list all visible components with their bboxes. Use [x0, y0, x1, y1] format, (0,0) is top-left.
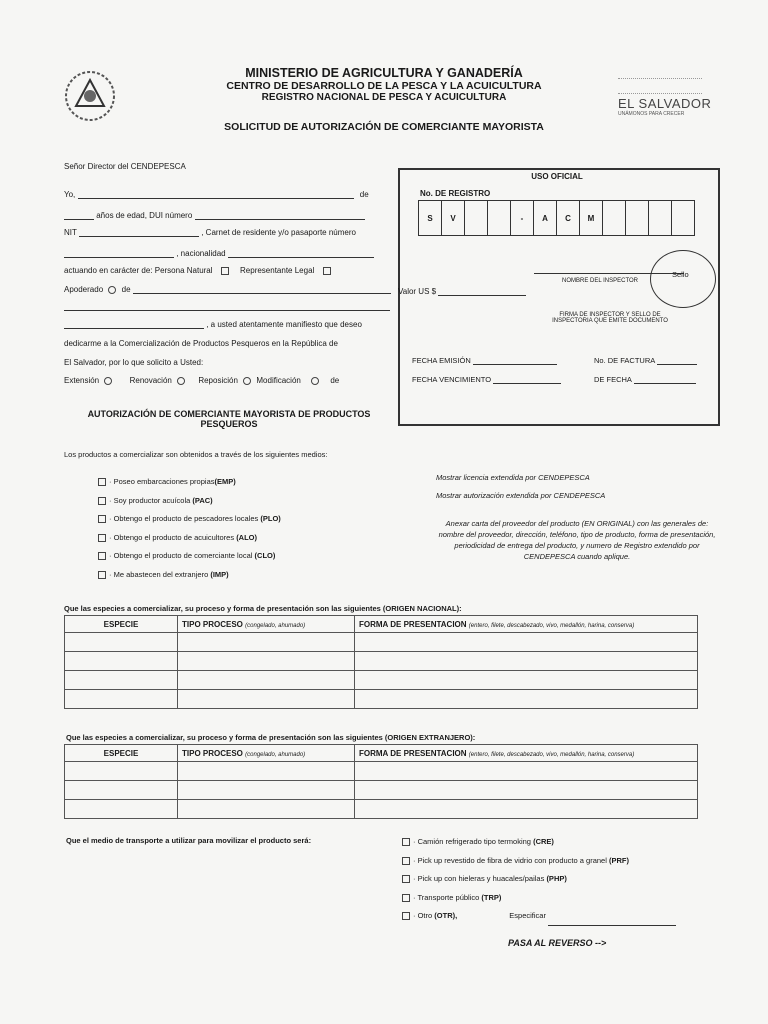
col-forma-hint: (entero, filete, descabezado, vivo, medallón, harina, conserva) — [468, 751, 635, 758]
section-title-2: PESQUEROS — [200, 419, 258, 429]
table-row[interactable] — [65, 800, 698, 819]
actuando-label: actuando en carácter de: Persona Natural — [64, 266, 213, 275]
table-cell[interactable] — [65, 671, 178, 690]
fecha-emision-field[interactable] — [473, 356, 557, 365]
apoderado-radio[interactable] — [108, 286, 116, 294]
table-cell[interactable] — [178, 671, 355, 690]
apoderado-label: Apoderado — [64, 285, 104, 294]
name-field[interactable] — [78, 190, 354, 199]
transporte-checkbox[interactable] — [402, 857, 410, 865]
especificar-label: Especificar — [509, 911, 546, 920]
table-cell[interactable] — [355, 800, 698, 819]
col-especie: ESPECIE — [65, 745, 178, 762]
table-row[interactable] — [65, 652, 698, 671]
fecha-emision-label: FECHA EMISIÓN — [412, 356, 471, 365]
table-cell[interactable] — [355, 690, 698, 709]
section-title-1: AUTORIZACIÓN DE COMERCIANTE MAYORISTA DE PRODUCTOS — [87, 409, 371, 419]
medio-label: Poseo embarcaciones propias — [113, 477, 215, 486]
table-extranjero — [64, 744, 698, 819]
transporte-checkbox[interactable] — [402, 894, 410, 902]
medio-label: Obtengo el producto de comerciante local — [113, 551, 253, 560]
registro-cell[interactable] — [603, 201, 626, 235]
medio-item[interactable]: · Me abastecen del extranjero (IMP) — [98, 566, 281, 585]
transporte-label: Pick up con hieleras y huacales/pailas — [417, 874, 545, 883]
medio-label: Obtengo el producto de pescadores locales — [113, 514, 259, 523]
medio-label: Soy productor acuícola — [113, 495, 191, 505]
transporte-code: (CRE) — [533, 837, 554, 846]
table-row[interactable] — [65, 762, 698, 781]
de3-label: de — [330, 376, 340, 385]
nacionalidad-label: , nacionalidad — [176, 249, 226, 258]
age-field[interactable] — [64, 211, 94, 220]
pasa-al-reverso: PASA AL REVERSO --> — [508, 938, 607, 948]
table-row[interactable] — [65, 671, 698, 690]
medio-code: (PLO) — [260, 514, 281, 523]
el-salvador-logo-tagline: UNÁMONOS PARA CRECER — [618, 111, 685, 117]
medio-item[interactable]: · Obtengo el producto de pescadores locales (PLO) — [98, 510, 281, 529]
table-cell[interactable] — [178, 762, 355, 781]
medio-item[interactable]: · Obtengo el producto de comerciante local (CLO) — [98, 547, 281, 566]
sello-label: Sello — [672, 270, 689, 279]
registro-cell[interactable]: M — [580, 201, 603, 235]
table-cell[interactable] — [178, 800, 355, 819]
medio-label: Obtengo el producto de acuicultores — [113, 532, 235, 542]
medio-item[interactable]: · Obtengo el producto de acuicultores (ALO) — [98, 529, 281, 548]
table-cell[interactable] — [355, 671, 698, 690]
center-title: CENTRO DE DESARROLLO DE LA PESCA Y LA ACUICULTURA — [226, 80, 542, 92]
manifiesto-label: , a usted atentamente manifiesto que deseo — [206, 320, 362, 329]
registro-cell[interactable]: A — [534, 201, 557, 235]
registro-cell[interactable] — [488, 201, 511, 235]
de-fecha-label: DE FECHA — [594, 375, 632, 384]
table-nacional — [64, 615, 698, 709]
col-tipo-proceso-hint: (congelado, ahumado) — [245, 622, 306, 629]
transporte-item[interactable]: · Camión refrigerado tipo termoking (CRE) — [402, 833, 676, 852]
dedicarme-text: dedicarme a la Comercialización de Productos Pesqueros en la República de — [64, 339, 338, 348]
col-tipo-proceso-label: TIPO PROCESO — [182, 619, 243, 629]
medio-checkbox[interactable] — [98, 515, 106, 523]
transporte-list — [402, 833, 676, 926]
no-factura-label: No. DE FACTURA — [594, 356, 655, 365]
medio-checkbox[interactable] — [98, 571, 106, 579]
sello-circle — [650, 250, 716, 308]
medio-checkbox[interactable] — [98, 552, 106, 560]
transporte-code: (PRF) — [608, 855, 629, 865]
col-forma-hint: (entero, filete, descabezado, vivo, medallón, harina, conserva) — [468, 622, 635, 629]
table-row[interactable] — [65, 633, 698, 652]
coat-of-arms-logo — [58, 68, 122, 124]
uso-oficial-title: USO OFICIAL — [531, 172, 583, 181]
table-cell[interactable] — [178, 652, 355, 671]
medio-code: (CLO) — [254, 551, 276, 560]
inspector-label: NOMBRE DEL INSPECTOR — [562, 278, 639, 284]
extension-label: Extensión — [64, 376, 100, 385]
salutation: Señor Director del CENDEPESCA — [64, 162, 186, 171]
transporte-label: Camión refrigerado tipo termoking — [417, 837, 531, 846]
valor-label: Valor US $ — [398, 287, 437, 296]
table-row[interactable] — [65, 781, 698, 800]
registro-cell[interactable]: C — [557, 201, 580, 235]
medio-checkbox[interactable] — [98, 497, 106, 505]
transporte-code: (OTR), — [434, 911, 458, 920]
passport-field[interactable] — [64, 249, 174, 258]
no-registro-label: No. DE REGISTRO — [420, 189, 491, 198]
col-tipo-proceso — [178, 745, 355, 762]
medio-code: (ALO) — [236, 532, 258, 542]
registro-cell[interactable] — [672, 201, 694, 235]
de-fecha-field[interactable] — [634, 375, 696, 384]
table-cell[interactable] — [65, 690, 178, 709]
reposicion-radio[interactable] — [243, 377, 251, 385]
registro-cells[interactable] — [418, 200, 695, 236]
persona-natural-checkbox[interactable] — [221, 267, 229, 275]
note-licencia: Mostrar licencia extendida por CENDEPESCA — [436, 473, 590, 482]
valor-field[interactable] — [438, 287, 526, 296]
transporte-item[interactable]: · Pick up con hieleras y huacales/pailas (PHP) — [402, 870, 676, 889]
medio-code: (PAC) — [192, 495, 213, 505]
especificar-field[interactable] — [548, 917, 676, 926]
col-forma-presentacion — [355, 745, 698, 762]
dui-field[interactable] — [195, 211, 365, 220]
col-tipo-proceso-label: TIPO PROCESO — [182, 748, 243, 758]
blank-line-2[interactable] — [64, 320, 204, 329]
registro-cell[interactable] — [649, 201, 672, 235]
el-salvador-logo-text: EL SALVADOR — [618, 96, 712, 111]
no-factura-field[interactable] — [657, 356, 697, 365]
table-nacional-caption: Que las especies a comercializar, su proceso y forma de presentación son las siguientes (ORIGEN NACIONAL): — [64, 604, 462, 613]
modificacion-label: Modificación — [256, 376, 301, 385]
medio-label: Me abastecen del extranjero — [113, 569, 209, 579]
transporte-item[interactable]: · Pick up revestido de fibra de vidrio con producto a granel (PRF) — [402, 852, 676, 871]
medio-code: (IMP) — [210, 569, 229, 579]
reposicion-label: Reposición — [198, 376, 238, 385]
col-forma-label: FORMA DE PRESENTACION — [359, 748, 467, 758]
nacionalidad-field[interactable] — [228, 249, 374, 258]
nit-field[interactable] — [79, 228, 199, 237]
nit-label: NIT — [64, 228, 77, 237]
extension-radio[interactable] — [104, 377, 112, 385]
table-cell[interactable] — [355, 762, 698, 781]
transporte-code: (TRP) — [481, 892, 502, 902]
table-cell[interactable] — [355, 781, 698, 800]
col-especie: ESPECIE — [65, 616, 178, 633]
table-cell[interactable] — [65, 781, 178, 800]
transporte-checkbox[interactable] — [402, 875, 410, 883]
renovacion-radio[interactable] — [177, 377, 185, 385]
blank-line-1[interactable] — [64, 310, 390, 311]
medios-list — [98, 473, 281, 584]
table-cell[interactable] — [178, 781, 355, 800]
registro-cell[interactable] — [626, 201, 649, 235]
table-row[interactable] — [65, 690, 698, 709]
registro-cell[interactable] — [465, 201, 488, 235]
col-forma-label: FORMA DE PRESENTACION — [359, 619, 467, 629]
col-tipo-proceso — [178, 616, 355, 633]
fecha-vencimiento-field[interactable] — [493, 375, 561, 384]
edad-label: años de edad, DUI número — [96, 211, 193, 220]
carnet-label: , Carnet de residente y/o pasaporte número — [201, 228, 356, 237]
note-autorizacion: Mostrar autorización extendida por CENDEPESCA — [436, 491, 606, 500]
table-cell[interactable] — [355, 633, 698, 652]
registry-title: REGISTRO NACIONAL DE PESCA Y ACUICULTURA — [261, 92, 507, 103]
transporte-checkbox[interactable] — [402, 912, 410, 920]
firma-label: FIRMA DE INSPECTOR Y SELLO DE — [559, 312, 661, 318]
firma-label-2: INSPECTORIA QUE EMITE DOCUMENTO — [552, 318, 668, 324]
ministry-title: MINISTERIO DE AGRICULTURA Y GANADERÍA — [245, 66, 523, 80]
rep-legal-label: Representante Legal — [240, 266, 315, 275]
col-tipo-proceso-hint: (congelado, ahumado) — [245, 751, 306, 758]
table-cell[interactable] — [65, 652, 178, 671]
table-extranjero-caption: Que las especies a comercializar, su proceso y forma de presentación son las siguientes (ORIGEN EXTRANJERO): — [66, 733, 476, 742]
transporte-checkbox[interactable] — [402, 838, 410, 846]
table-cell[interactable] — [178, 633, 355, 652]
registro-cell[interactable]: S — [419, 201, 442, 235]
medio-checkbox[interactable] — [98, 478, 106, 486]
el-salvador-text: El Salvador, por lo que solicito a Usted: — [64, 358, 204, 367]
table-cell[interactable] — [65, 762, 178, 781]
medios-intro: Los productos a comercializar son obtenidos a través de los siguientes medios: — [64, 450, 328, 459]
de2-label: de — [121, 285, 131, 294]
table-cell[interactable] — [65, 633, 178, 652]
medio-code: (EMP) — [214, 477, 236, 486]
transporte-intro: Que el medio de transporte a utilizar para movilizar el producto será: — [66, 836, 312, 845]
transporte-item[interactable]: · Transporte público (TRP) — [402, 889, 676, 908]
transporte-label: Otro — [417, 911, 433, 920]
medio-item[interactable]: · Soy productor acuícola (PAC) — [98, 492, 281, 511]
modificacion-radio[interactable] — [311, 377, 319, 385]
transporte-label: Pick up revestido de fibra de vidrio con producto a granel — [417, 855, 607, 865]
col-forma-presentacion — [355, 616, 698, 633]
rep-legal-checkbox[interactable] — [323, 267, 331, 275]
table-cell[interactable] — [355, 652, 698, 671]
medio-item[interactable]: · Poseo embarcaciones propias(EMP) — [98, 473, 281, 492]
transporte-label: Transporte público — [417, 892, 480, 902]
table-cell[interactable] — [65, 800, 178, 819]
el-salvador-logo — [618, 78, 718, 117]
table-cell[interactable] — [178, 690, 355, 709]
transporte-item[interactable]: · Otro (OTR), Especificar — [402, 907, 676, 926]
renovacion-label: Renovación — [129, 376, 172, 385]
fecha-vencimiento-label: FECHA VENCIMIENTO — [412, 375, 492, 384]
de-label: de — [359, 190, 369, 199]
registro-cell[interactable]: V — [442, 201, 465, 235]
apoderado-field[interactable] — [133, 285, 391, 294]
note-anexar: Anexar carta del proveedor del producto (EN ORIGINAL) con las generales de: nombre del proveedor, dirección, teléfono, tipo de producto, forma de presentación, periodicidad de entrega del producto, y numero de Registro extendido por CENDEPESCA cuando aplique. — [438, 519, 716, 561]
transporte-code: (PHP) — [546, 874, 567, 883]
yo-label: Yo, — [64, 190, 76, 199]
medio-checkbox[interactable] — [98, 534, 106, 542]
form-title: SOLICITUD DE AUTORIZACIÓN DE COMERCIANTE MAYORISTA — [224, 121, 544, 133]
registro-cell[interactable]: - — [511, 201, 534, 235]
